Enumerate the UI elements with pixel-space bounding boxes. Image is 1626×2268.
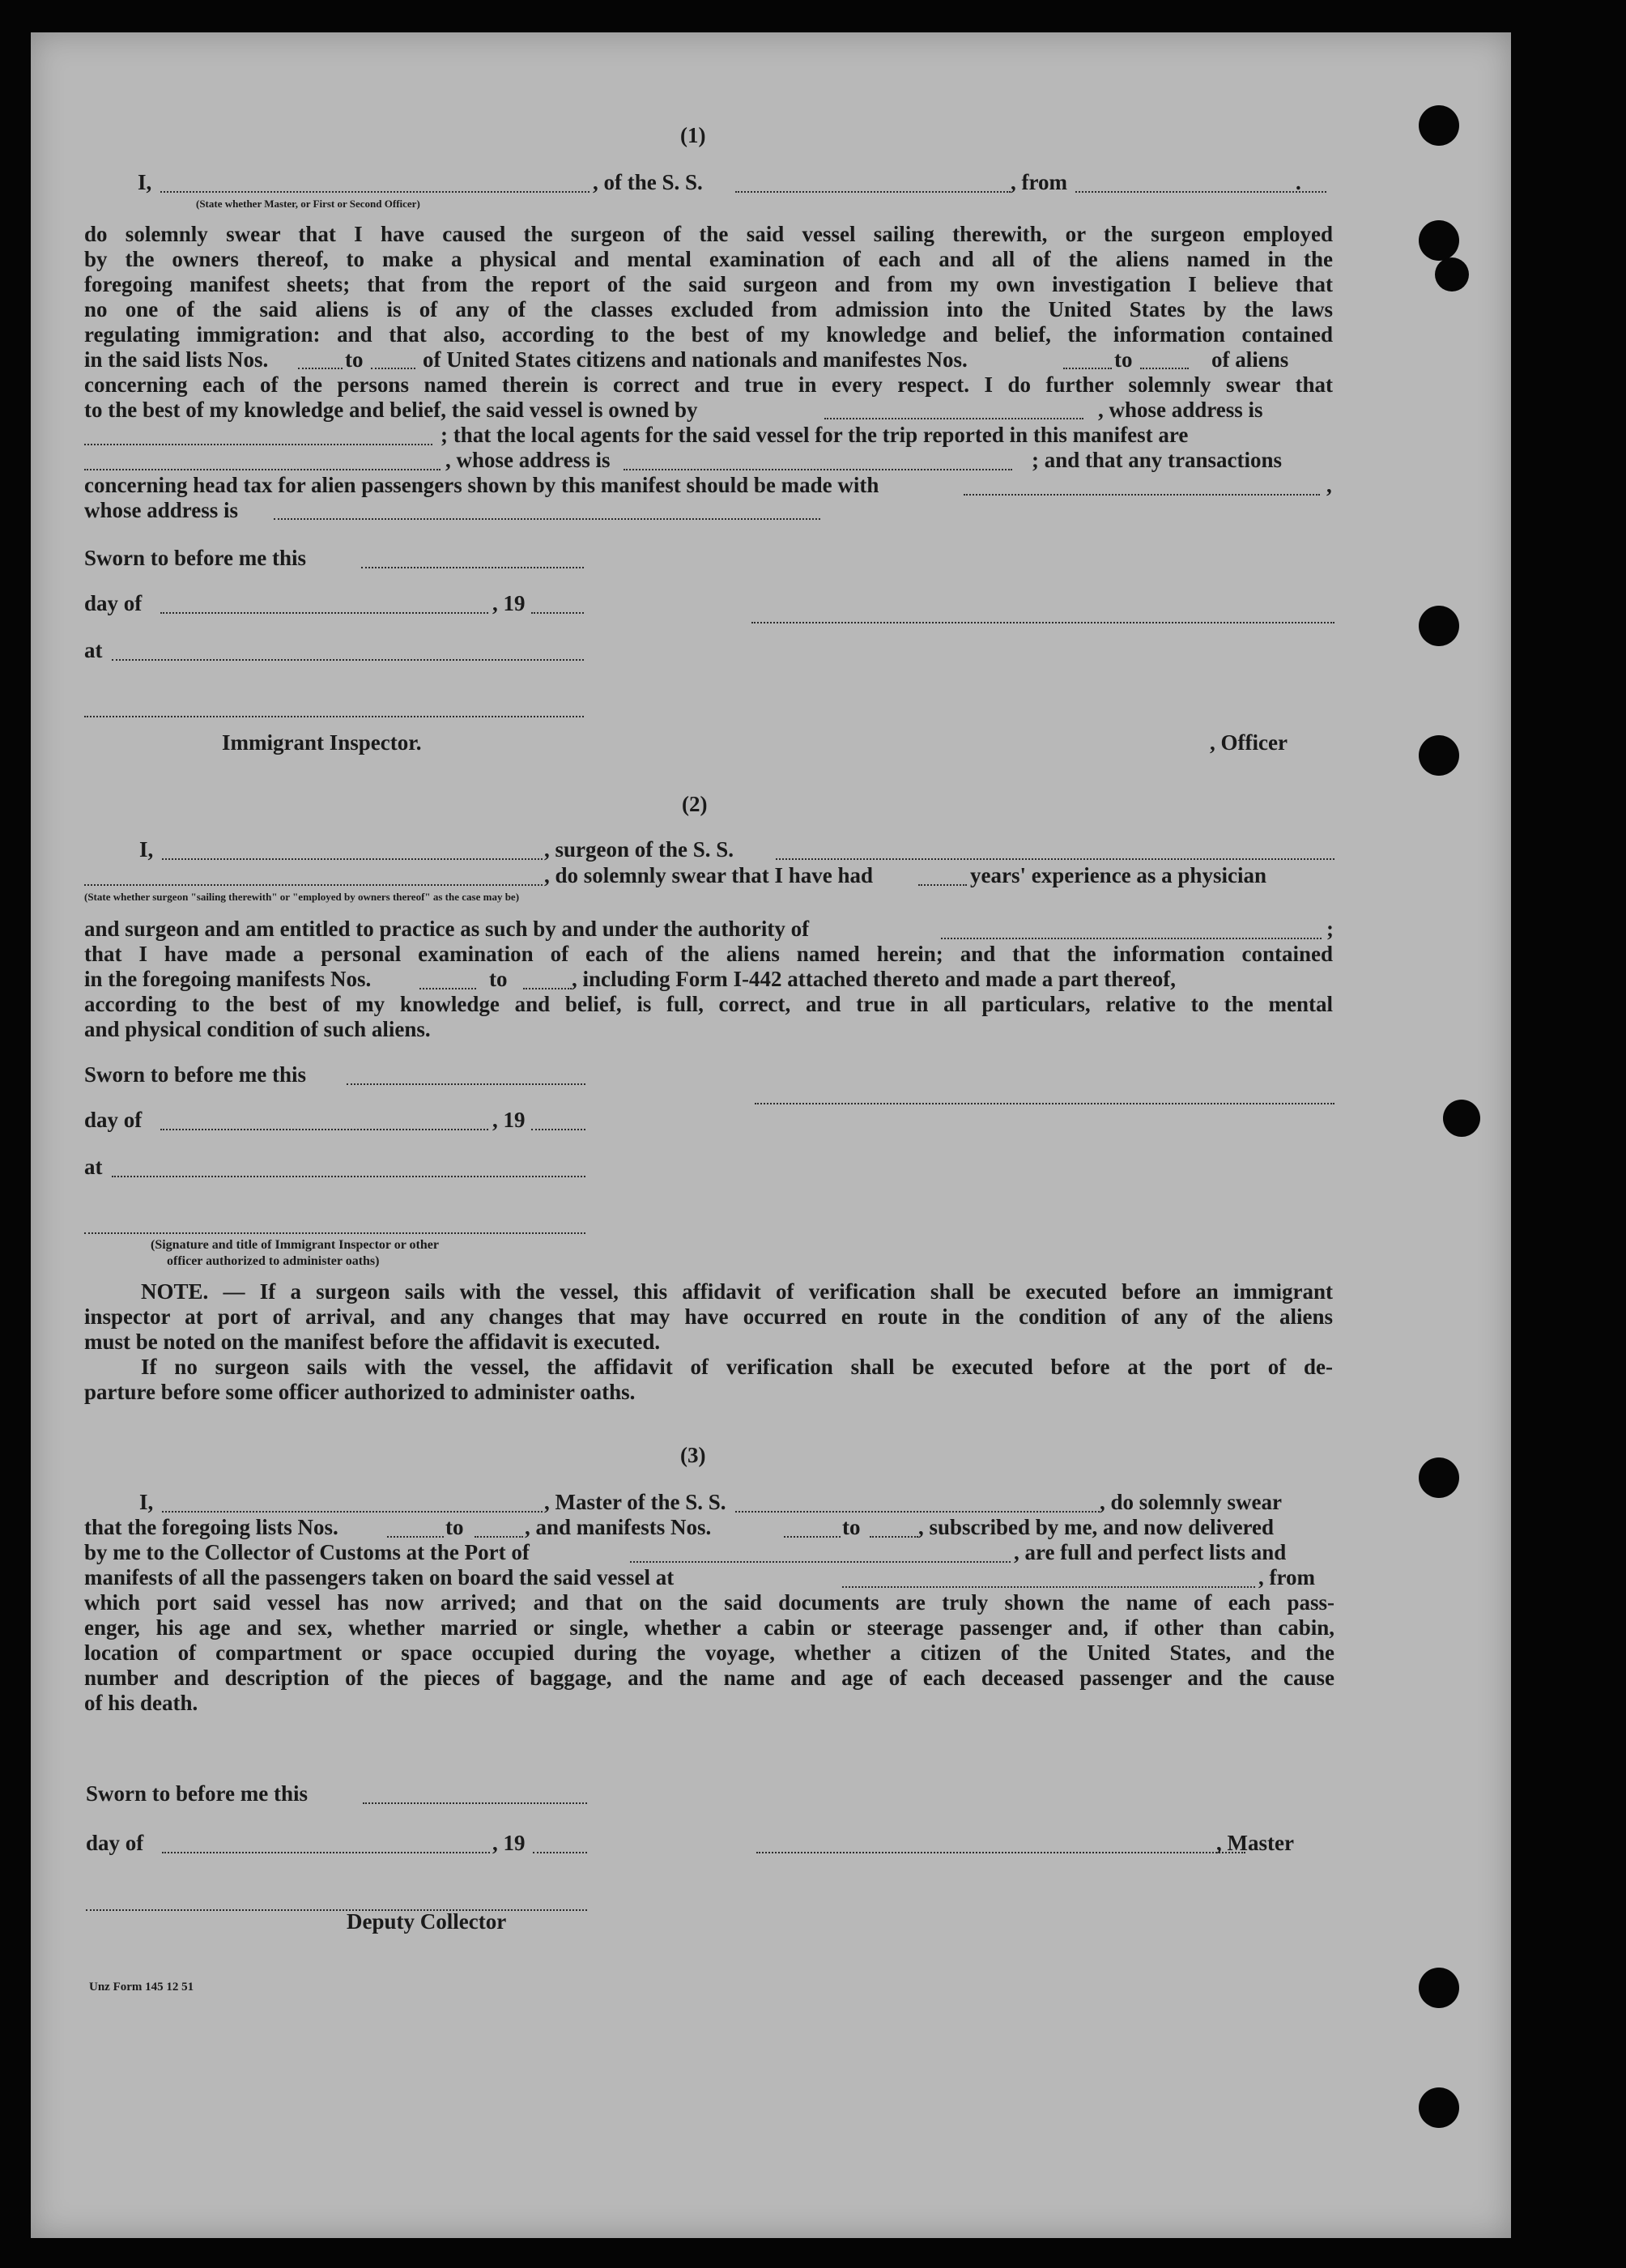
section-number: (2) [682,792,708,816]
contact-address-field[interactable] [274,518,820,520]
deputy-label: Deputy Collector [347,1909,507,1934]
lists-to-field[interactable] [475,1536,523,1538]
punch-hole [1419,105,1459,146]
sworn-label: Sworn to before me this [84,1062,306,1087]
text-line: foregoing manifest sheets; that from the report of the said surgeon and from my own investigation I believe that [84,272,1333,296]
inspector-label: Immigrant Inspector. [222,730,422,755]
whose-address-label: whose address is [84,498,239,522]
oath-line: concerning each of the persons named therein is correct and true in every respect. I do further solemnly swear that [84,372,1333,397]
manifests-to-field[interactable] [1140,368,1189,369]
port-field[interactable] [630,1561,1011,1563]
perfect-lists-label: , are full and perfect lists and [1014,1540,1287,1564]
lists-to-field[interactable] [371,368,415,369]
year-field[interactable] [531,1129,585,1130]
agents-field[interactable] [84,469,441,470]
swear-label: , do solemnly swear [1100,1490,1282,1514]
surgeon-name-field[interactable] [162,858,543,860]
local-agents-label: ; that the local agents for the said vessel for the trip reported in this manifest are [441,423,1189,447]
form-number: Unz Form 145 12 51 [89,1981,194,1994]
punch-hole [1443,1100,1480,1137]
experience-label: years' experience as a physician [970,863,1266,887]
document-page [31,32,1511,2238]
to-label: to [842,1515,861,1539]
year-label: , 19 [492,1831,526,1855]
month-field[interactable] [162,1852,490,1853]
oath-paragraph-1 [84,222,1333,347]
master-name-field[interactable] [162,1511,543,1513]
transactions-label: ; and that any transactions [1032,448,1283,472]
semicolon: ; [1326,917,1334,941]
day-of-label: day of [84,591,143,615]
taken-on-board-label: manifests of all the passengers taken on board the said vessel at [84,1565,675,1589]
punch-hole [1419,1457,1459,1498]
text-line: regulating immigration: and that also, according to the best of my knowledge and belief, the information contained [84,322,1333,347]
master-of-label: , Master of the S. S. [544,1490,726,1514]
citizens-label: of United States citizens and nationals and manifestes Nos. [423,347,968,372]
lists-from-field[interactable] [387,1536,444,1538]
day-of-label: day of [84,1108,143,1132]
text-line: by the owners thereof, to make a physical and mental examination of each and all of the aliens named in the [84,247,1333,271]
years-field[interactable] [918,884,967,886]
vessel-name-field[interactable] [735,1511,1100,1513]
oath-line: that I have made a personal examination of each of the aliens named herein; and that the information contained [84,942,1333,966]
oath-paragraph-3: which port said vessel has now arrived; and that on the said documents are truly shown the name of each pass- enger, his age and sex, whether married or single, whether a cabin or steerage passenger and, if other than cabin, location of compartment or space occupied during the voyage, whether a citizen of the United States, and the number and description of the pieces of baggage, and the name and age of each deceased passenger and the cause of his death. [84,1590,1334,1715]
owner-field[interactable] [824,418,1083,419]
intro-label: I, [139,837,154,862]
oath-line-end: and physical condition of such aliens. [84,1017,431,1041]
owned-by-label: to the best of my knowledge and belief, the said vessel is owned by [84,398,698,422]
signature-note: officer authorized to administer oaths) [167,1254,380,1268]
manifests-to-field[interactable] [523,988,572,989]
manifests-label: , and manifests Nos. [525,1515,712,1539]
embarkation-port-field[interactable] [842,1586,1255,1588]
punch-hole [1419,2087,1459,2128]
to-label: to [1114,347,1133,372]
place-field[interactable] [112,659,584,661]
lists-from-field[interactable] [298,368,343,369]
sworn-label: Sworn to before me this [84,546,306,570]
place-field[interactable] [112,1176,585,1177]
sworn-date-field[interactable] [347,1083,585,1085]
officer-label: , Officer [1210,730,1288,755]
text-line: no one of the said aliens is of any of the classes excluded from admission into the United States by the laws [84,297,1333,321]
authority-field[interactable] [941,938,1322,939]
signature-note: (Signature and title of Immigrant Inspector or other [151,1238,439,1252]
subscribed-label: , subscribed by me, and now delivered [918,1515,1275,1539]
agents-address-field[interactable] [624,469,1012,470]
address-label: , whose address is [1098,398,1263,422]
month-field[interactable] [160,1129,488,1130]
to-label: to [345,347,364,372]
to-label: to [445,1515,464,1539]
punch-hole [1419,220,1459,261]
vessel-name-field[interactable] [735,191,1011,193]
of-the-ss-label: , of the S. S. [593,170,703,194]
year-label: , 19 [492,591,526,615]
sworn-date-field[interactable] [363,1802,587,1804]
intro-label: I, [138,170,152,194]
surgeon-of-label: , surgeon of the S. S. [544,837,734,862]
month-field[interactable] [160,612,488,614]
at-label: at [84,1155,103,1179]
swear-label: , do solemnly swear that I have had [544,863,874,887]
manifests-to-field[interactable] [870,1536,918,1538]
punch-hole [1419,735,1459,776]
oath-paragraph-2: according to the best of my knowledge and belief, is full, correct, and true in all particulars, relative to the mental [84,992,1333,1016]
year-field[interactable] [533,1852,587,1853]
surgeon-note: (State whether surgeon "sailing therewith" or "employed by owners thereof" as the case may be) [84,891,520,903]
at-label: at [84,638,103,662]
from-port-field[interactable] [1075,191,1326,193]
day-of-label: day of [86,1831,144,1855]
section-number: (1) [680,123,706,147]
year-field[interactable] [531,612,584,614]
to-label: to [489,967,508,991]
officer-name-field[interactable] [160,191,590,193]
manifests-from-field[interactable] [419,988,476,989]
period: . [1296,170,1301,194]
head-tax-contact-field[interactable] [964,494,1320,496]
address-label: , whose address is [445,448,611,472]
authority-label: and surgeon and am entitled to practice as such by and under the authority of [84,917,810,941]
lists-label: that the foregoing lists Nos. [84,1515,338,1539]
note-paragraph: NOTE. — If a surgeon sails with the vessel, this affidavit of verification shall be executed before an immigrant inspector at port of arrival, and any changes that may have occurred en route in the condition of any of the aliens must be noted on the manifest before the affidavit is executed. If no surgeon sails with the vessel, the affidavit of verification shall be executed before at the port of de- parture before some officer authorized to administer oaths. [84,1279,1333,1404]
deputy-signature-field[interactable] [86,1909,587,1911]
surgeon-signature-field[interactable] [755,1103,1334,1104]
aliens-label: of aliens [1211,347,1289,372]
section-number: (3) [680,1443,706,1467]
head-tax-label: concerning head tax for alien passengers shown by this manifest should be made with [84,473,879,497]
manifests-label: in the foregoing manifests Nos. [84,967,372,991]
sworn-label: Sworn to before me this [86,1781,308,1806]
sworn-date-field[interactable] [361,567,584,568]
master-label: , Master [1216,1831,1294,1855]
collector-label: by me to the Collector of Customs at the Port of [84,1540,530,1564]
vessel-name-field[interactable] [776,858,1334,860]
inspector-signature-field[interactable] [84,716,584,717]
manifests-from-field[interactable] [1063,368,1112,369]
intro-label: I, [139,1490,154,1514]
from-label: , from [1011,170,1067,194]
master-signature-field[interactable] [756,1852,1245,1853]
surgeon-status-field[interactable] [84,884,543,886]
manifests-from-field[interactable] [784,1536,841,1538]
from-label: , from [1258,1565,1315,1589]
officer-signature-field[interactable] [751,622,1334,623]
form-label: , including Form I-442 attached thereto and made a part thereof, [572,967,1176,991]
lists-label: in the said lists Nos. [84,347,269,372]
punch-hole [1419,606,1459,646]
officer-note: (State whether Master, or First or Second Officer) [196,198,420,210]
year-label: , 19 [492,1108,526,1132]
text-line: do solemnly swear that I have caused the surgeon of the said vessel sailing therewith, or the surgeon employed [84,222,1333,246]
inspector-signature-field[interactable] [84,1232,585,1234]
punch-hole [1435,257,1469,291]
comma: , [1326,473,1332,497]
punch-hole [1419,1968,1459,2008]
owner-address-field[interactable] [84,444,432,445]
